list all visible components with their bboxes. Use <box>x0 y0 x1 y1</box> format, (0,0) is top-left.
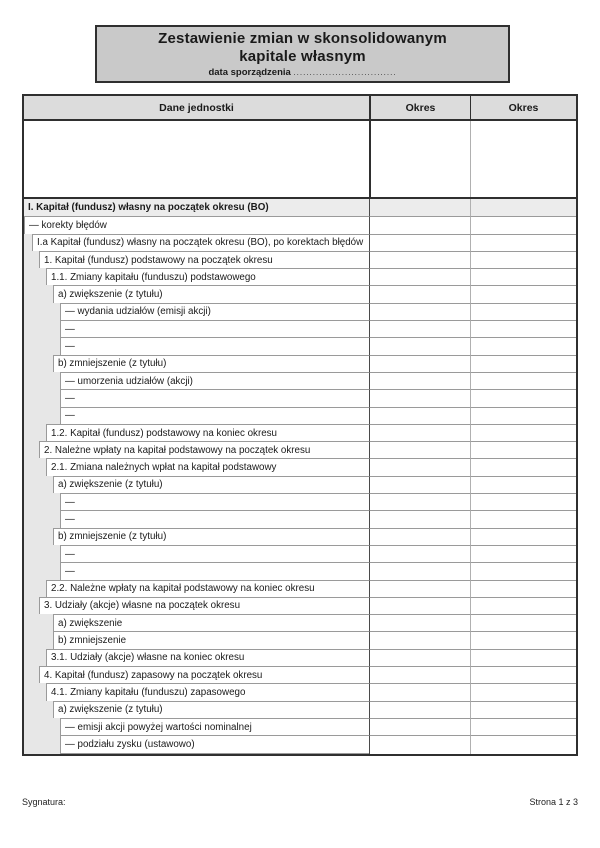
table-row <box>24 285 576 303</box>
row-label: — <box>60 389 369 407</box>
table-row <box>24 510 576 528</box>
period1-cell[interactable] <box>369 493 470 511</box>
period2-cell[interactable] <box>470 337 576 355</box>
table-row <box>24 735 576 753</box>
row-label: 1. Kapitał (fundusz) podstawowy na początek okresu <box>39 251 369 269</box>
period1-cell[interactable] <box>369 320 470 338</box>
table-row <box>24 718 576 736</box>
row-indent-gutter <box>24 303 369 321</box>
period2-cell[interactable] <box>470 718 576 736</box>
row-indent-gutter <box>24 320 369 338</box>
row-label: I.a Kapitał (fundusz) własny na początek okresu (BO), po korektach błędów <box>32 234 369 252</box>
period2-cell[interactable] <box>470 562 576 580</box>
period2-cell[interactable] <box>470 355 576 373</box>
row-label: b) zmniejszenie (z tytułu) <box>53 528 369 546</box>
row-indent-gutter <box>24 268 369 286</box>
period2-cell[interactable] <box>470 285 576 303</box>
row-label: 3.1. Udziały (akcje) własne na koniec okresu <box>46 649 369 667</box>
period1-cell[interactable] <box>369 580 470 598</box>
period2-cell[interactable] <box>470 389 576 407</box>
table-row <box>24 355 576 373</box>
row-indent-gutter <box>24 597 369 615</box>
period1-cell[interactable] <box>369 476 470 494</box>
row-label: — podziału zysku (ustawowo) <box>60 735 369 753</box>
period1-cell[interactable] <box>369 562 470 580</box>
row-label: 3. Udziały (akcje) własne na początek okresu <box>39 597 369 615</box>
period2-cell[interactable] <box>470 407 576 425</box>
table-row <box>24 458 576 476</box>
table-row <box>24 372 576 390</box>
table-row <box>24 216 576 234</box>
row-label: 4.1. Zmiany kapitału (funduszu) zapasowego <box>46 683 369 701</box>
table-body <box>24 199 576 754</box>
table-row <box>24 268 576 286</box>
period2-cell[interactable] <box>470 735 576 753</box>
period1-cell[interactable] <box>369 268 470 286</box>
row-indent-gutter <box>24 493 369 511</box>
row-label: I. Kapitał (fundusz) własny na początek okresu (BO) <box>24 199 369 217</box>
row-label: — wydania udziałów (emisji akcji) <box>60 303 369 321</box>
row-indent-gutter <box>24 649 369 667</box>
period1-cell[interactable] <box>369 718 470 736</box>
period2-cell[interactable] <box>470 528 576 546</box>
row-indent-gutter <box>24 683 369 701</box>
row-indent-gutter <box>24 735 369 753</box>
period1-cell[interactable] <box>369 666 470 684</box>
period2-cell[interactable] <box>470 631 576 649</box>
table-row <box>24 683 576 701</box>
row-label: 2. Należne wpłaty na kapitał podstawowy na początek okresu <box>39 441 369 459</box>
row-indent-gutter <box>24 666 369 684</box>
row-indent-gutter <box>24 614 369 632</box>
table-row <box>24 407 576 425</box>
period2-cell[interactable] <box>470 251 576 269</box>
period2-header-cell[interactable] <box>470 121 576 197</box>
period1-cell[interactable] <box>369 683 470 701</box>
section-header-row <box>24 199 576 217</box>
row-label: — korekty błędów <box>24 216 369 234</box>
page-indicator: Strona 1 z 3 <box>529 797 578 807</box>
row-label: 2.2. Należne wpłaty na kapitał podstawowy na koniec okresu <box>46 580 369 598</box>
period2-cell[interactable] <box>470 424 576 442</box>
row-indent-gutter <box>24 372 369 390</box>
period1-column-header: Okres <box>369 96 470 119</box>
period1-cell[interactable] <box>369 424 470 442</box>
unit-data-row <box>24 121 576 199</box>
period1-cell[interactable] <box>369 545 470 563</box>
row-indent-gutter <box>24 510 369 528</box>
period2-column-header: Okres <box>470 96 576 119</box>
row-label: 2.1. Zmiana należnych wpłat na kapitał podstawowy <box>46 458 369 476</box>
row-indent-gutter <box>24 389 369 407</box>
period1-cell[interactable] <box>369 631 470 649</box>
table-row <box>24 528 576 546</box>
table-row <box>24 424 576 442</box>
period2-cell[interactable] <box>470 303 576 321</box>
period1-cell[interactable] <box>369 510 470 528</box>
row-label: a) zwiększenie (z tytułu) <box>53 285 369 303</box>
table-row <box>24 476 576 494</box>
table-row <box>24 389 576 407</box>
table-row <box>24 337 576 355</box>
period1-cell[interactable] <box>369 735 470 753</box>
row-label: 1.1. Zmiany kapitału (funduszu) podstawowego <box>46 268 369 286</box>
period2-cell[interactable] <box>470 545 576 563</box>
period1-header-cell[interactable] <box>369 121 470 197</box>
table-row <box>24 251 576 269</box>
row-indent-gutter <box>24 718 369 736</box>
table-row <box>24 441 576 459</box>
period1-cell[interactable] <box>369 216 470 234</box>
period1-cell[interactable] <box>369 407 470 425</box>
period2-cell[interactable] <box>470 441 576 459</box>
row-indent-gutter <box>24 476 369 494</box>
row-indent-gutter <box>24 545 369 563</box>
row-label: — <box>60 493 369 511</box>
period1-cell[interactable] <box>369 251 470 269</box>
table-row <box>24 631 576 649</box>
preparation-date-label: data sporządzenia <box>208 67 291 78</box>
row-indent-gutter <box>24 580 369 598</box>
table-row <box>24 545 576 563</box>
period1-cell[interactable] <box>369 372 470 390</box>
period2-cell[interactable] <box>470 234 576 252</box>
unit-data-cell[interactable] <box>24 121 369 197</box>
period2-cell[interactable] <box>470 580 576 598</box>
period2-cell[interactable] <box>470 649 576 667</box>
row-indent-gutter <box>24 355 369 373</box>
table-row <box>24 320 576 338</box>
period2-cell[interactable] <box>470 597 576 615</box>
row-indent-gutter <box>24 285 369 303</box>
period1-cell[interactable] <box>369 528 470 546</box>
period1-cell[interactable] <box>369 458 470 476</box>
document-title-line2: kapitale własnym <box>239 48 366 65</box>
row-indent-gutter <box>24 441 369 459</box>
period1-cell[interactable] <box>369 649 470 667</box>
period2-cell[interactable] <box>470 372 576 390</box>
row-label: a) zwiększenie <box>53 614 369 632</box>
row-label: 4. Kapitał (fundusz) zapasowy na początek okresu <box>39 666 369 684</box>
row-label: a) zwiększenie (z tytułu) <box>53 701 369 719</box>
period1-cell[interactable] <box>369 355 470 373</box>
period2-cell[interactable] <box>470 216 576 234</box>
period2-cell[interactable] <box>470 199 576 217</box>
period2-cell[interactable] <box>470 510 576 528</box>
period2-cell[interactable] <box>470 701 576 719</box>
period1-cell[interactable] <box>369 441 470 459</box>
table-row <box>24 597 576 615</box>
table-row <box>24 649 576 667</box>
table-row <box>24 234 576 252</box>
equity-changes-table <box>22 94 578 756</box>
row-indent-gutter <box>24 216 369 234</box>
row-indent-gutter <box>24 251 369 269</box>
row-label: a) zwiększenie (z tytułu) <box>53 476 369 494</box>
row-label: b) zmniejszenie <box>53 631 369 649</box>
signature-label: Sygnatura: <box>22 797 66 807</box>
period2-cell[interactable] <box>470 666 576 684</box>
row-label: — <box>60 407 369 425</box>
period1-cell[interactable] <box>369 285 470 303</box>
table-header-row <box>24 96 576 121</box>
preparation-date-field[interactable]: ................................ <box>293 68 397 77</box>
period1-cell[interactable] <box>369 199 470 217</box>
row-indent-gutter <box>24 424 369 442</box>
row-indent-gutter <box>24 528 369 546</box>
period2-cell[interactable] <box>470 614 576 632</box>
period2-cell[interactable] <box>470 268 576 286</box>
period1-cell[interactable] <box>369 234 470 252</box>
period2-cell[interactable] <box>470 458 576 476</box>
row-indent-gutter <box>24 631 369 649</box>
table-row <box>24 666 576 684</box>
row-indent-gutter <box>24 337 369 355</box>
period2-cell[interactable] <box>470 320 576 338</box>
row-label: — <box>60 562 369 580</box>
period1-cell[interactable] <box>369 701 470 719</box>
period2-cell[interactable] <box>470 493 576 511</box>
row-indent-gutter <box>24 562 369 580</box>
table-row <box>24 562 576 580</box>
row-label: — <box>60 337 369 355</box>
row-label: 1.2. Kapitał (fundusz) podstawowy na koniec okresu <box>46 424 369 442</box>
row-label: — <box>60 545 369 563</box>
row-indent-gutter <box>24 458 369 476</box>
row-indent-gutter <box>24 701 369 719</box>
row-label: — emisji akcji powyżej wartości nominalnej <box>60 718 369 736</box>
unit-data-column-header: Dane jednostki <box>159 101 234 114</box>
table-row <box>24 614 576 632</box>
period1-cell[interactable] <box>369 614 470 632</box>
period2-cell[interactable] <box>470 683 576 701</box>
document-title-box <box>95 25 510 83</box>
table-row <box>24 303 576 321</box>
row-indent-gutter <box>24 199 369 217</box>
period2-cell[interactable] <box>470 476 576 494</box>
table-row <box>24 493 576 511</box>
row-indent-gutter <box>24 234 369 252</box>
table-row <box>24 580 576 598</box>
period1-cell[interactable] <box>369 303 470 321</box>
row-label: — umorzenia udziałów (akcji) <box>60 372 369 390</box>
table-row <box>24 701 576 719</box>
preparation-date-row <box>97 66 508 79</box>
row-label: — <box>60 510 369 528</box>
period1-cell[interactable] <box>369 389 470 407</box>
document-title-line1: Zestawienie zmian w skonsolidowanym <box>158 30 447 47</box>
row-label: b) zmniejszenie (z tytułu) <box>53 355 369 373</box>
row-indent-gutter <box>24 407 369 425</box>
row-label: — <box>60 320 369 338</box>
period1-cell[interactable] <box>369 337 470 355</box>
period1-cell[interactable] <box>369 597 470 615</box>
